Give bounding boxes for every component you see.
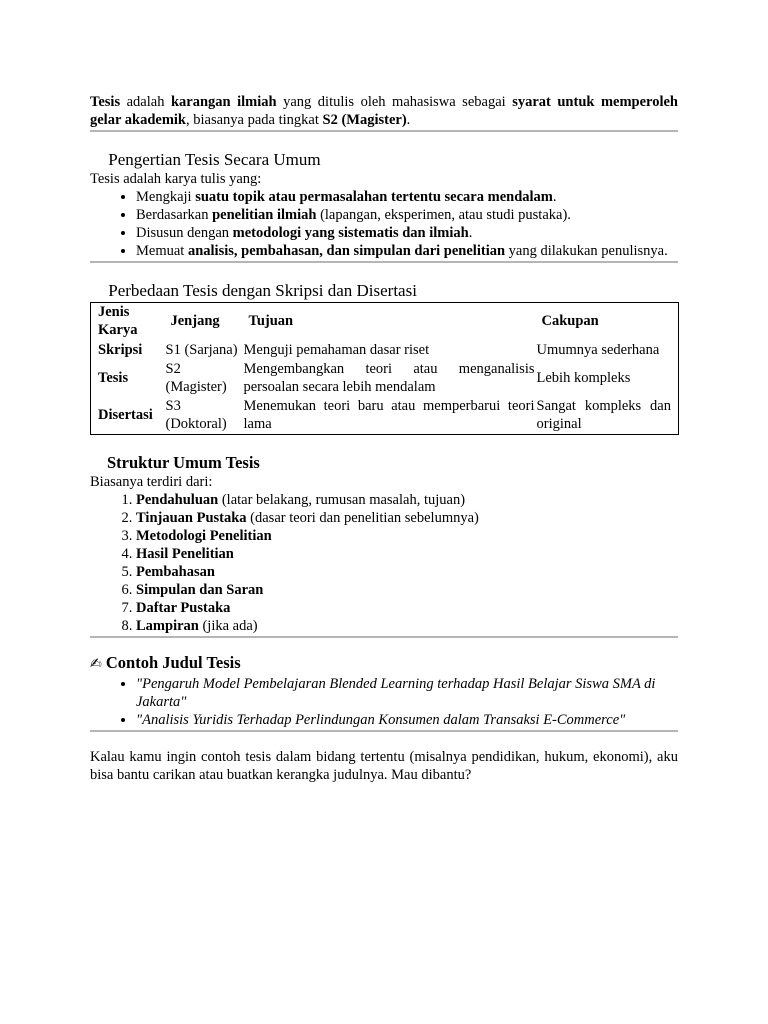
- list-item: 1. Pendahuluan (latar belakang, rumusan masalah, tujuan): [136, 491, 678, 509]
- list-item: 4. Hasil Penelitian: [136, 545, 678, 563]
- section-heading-comparison: Perbedaan Tesis dengan Skripsi dan Disertasi: [108, 281, 417, 300]
- list-item: 8. Lampiran (jika ada): [136, 617, 678, 635]
- section-heading-examples: ✍ Contoh Judul Tesis: [90, 652, 241, 672]
- list-item: • Memuat analisis, pembahasan, dan simpulan dari penelitian yang dilakukan penulisnya.: [136, 242, 678, 260]
- comparison-table: [90, 302, 679, 435]
- closing-paragraph: Kalau kamu ingin contoh tesis dalam bidang tertentu (misalnya pendidikan, hukum, ekonomi), aku bisa bantu carikan atau buatkan kerangka judulnya. Mau dibantu?: [90, 748, 678, 783]
- list-item: • Berdasarkan penelitian ilmiah (lapangan, eksperimen, atau studi pustaka).: [136, 206, 678, 224]
- document-page: [90, 93, 678, 784]
- table-cell: Lebih kompleks: [536, 370, 631, 386]
- table-cell: Tesis: [98, 370, 129, 386]
- table-row: [91, 396, 679, 434]
- table-header-row: [91, 303, 679, 340]
- column-header: Tujuan: [248, 313, 294, 329]
- list-item: 7. Daftar Pustaka: [136, 599, 678, 617]
- table-cell: Sangat kompleks dan original: [536, 397, 671, 432]
- list-item: 3. Metodologi Penelitian: [136, 527, 678, 545]
- table-cell: S1 (Sarjana): [165, 341, 238, 358]
- examples-list: [90, 675, 678, 729]
- table-cell: Menguji pemahaman dasar riset: [243, 341, 430, 358]
- table-row: [91, 360, 679, 396]
- table-cell: Menemukan teori baru atau memperbarui teori lama: [243, 397, 535, 432]
- definition-list: [90, 188, 678, 260]
- table-cell: Mengembangkan teori atau menganalisis persoalan secara lebih mendalam: [243, 361, 535, 395]
- column-header: Cakupan: [541, 313, 599, 329]
- structure-list: [90, 491, 678, 635]
- table-cell: Umumnya sederhana: [536, 341, 660, 358]
- section-heading-structure: Struktur Umum Tesis: [107, 452, 260, 472]
- divider: [90, 261, 678, 263]
- table-cell: S2 (Magister): [165, 361, 227, 395]
- column-header: Jenjang: [170, 313, 220, 329]
- column-header: Jenis Karya: [98, 304, 138, 338]
- divider: [90, 636, 678, 638]
- definition-lead: Tesis adalah karya tulis yang:: [90, 171, 262, 187]
- writing-hand-icon: ✍: [90, 655, 102, 672]
- intro-paragraph: Tesis adalah karangan ilmiah yang ditulis oleh mahasiswa sebagai syarat untuk memperoleh gelar akademik, biasanya pada tingkat S2 (Magister).: [90, 94, 679, 128]
- structure-lead: Biasanya terdiri dari:: [90, 473, 213, 490]
- list-item: 5. Pembahasan: [136, 563, 678, 581]
- list-item: 6. Simpulan dan Saran: [136, 581, 678, 599]
- section-heading-definition: Pengertian Tesis Secara Umum: [108, 150, 321, 169]
- list-item: • "Pengaruh Model Pembelajaran Blended Learning terhadap Hasil Belajar Siswa SMA di Jakarta": [136, 675, 678, 711]
- divider: [90, 130, 678, 132]
- list-item: • "Analisis Yuridis Terhadap Perlindungan Konsumen dalam Transaksi E-Commerce": [136, 711, 678, 729]
- table-cell: Skripsi: [98, 341, 143, 358]
- divider: [90, 730, 678, 732]
- list-item: • Mengkaji suatu topik atau permasalahan tertentu secara mendalam.: [136, 188, 678, 206]
- table-cell: S3 (Doktoral): [165, 397, 227, 432]
- list-item: 2. Tinjauan Pustaka (dasar teori dan penelitian sebelumnya): [136, 509, 678, 527]
- table-cell: Disertasi: [98, 406, 153, 423]
- list-item: • Disusun dengan metodologi yang sistematis dan ilmiah.: [136, 224, 678, 242]
- table-row: [91, 339, 679, 360]
